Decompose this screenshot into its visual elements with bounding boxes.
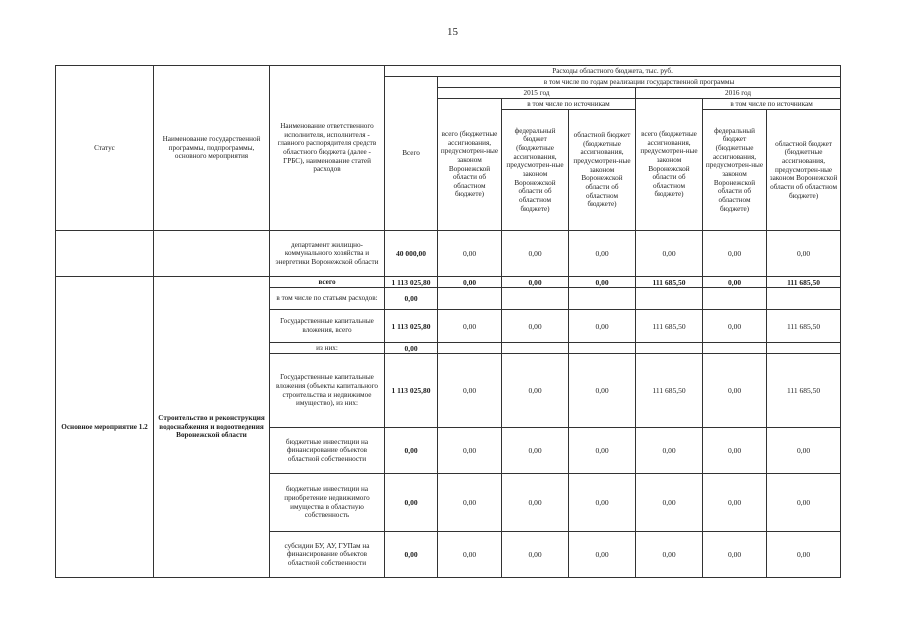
header-2016-regional: областной бюджет (бюджетные ассигнования, предусмотрен-ные законом Воронежской области об областном бюджете) — [767, 110, 841, 231]
cell-2015-federal: 0,00 — [502, 354, 569, 428]
cell-2016-federal: 0,00 — [703, 354, 767, 428]
row-label: субсидии БУ, АУ, ГУПам на финансирование объектов областной собственности — [270, 532, 385, 578]
cell-2016-all: 0,00 — [636, 428, 703, 474]
row-label: Государственные капитальные вложения (объекты капитального строительства и недвижимое имущество), из них: — [270, 354, 385, 428]
cell-2016-federal: 0,00 — [703, 231, 767, 277]
row-total: 0,00 — [385, 343, 438, 354]
row-total: 1 113 025,80 — [385, 310, 438, 343]
empty-cell — [636, 343, 703, 354]
cell-2016-all: 0,00 — [636, 532, 703, 578]
cell-2015-regional: 0,00 — [569, 231, 636, 277]
empty-cell — [502, 288, 569, 310]
header-2015-federal: федеральный бюджет (бюджетные ассигнования, предусмотрен-ные законом Воронежской области об областном бюджете) — [502, 110, 569, 231]
empty-cell — [767, 343, 841, 354]
header-total: Всего — [385, 77, 438, 231]
header-2016-federal: федеральный бюджет (бюджетные ассигнования, предусмотрен-ные законом Воронежской области об областном бюджете) — [703, 110, 767, 231]
header-year-2015: 2015 год — [438, 88, 636, 99]
header-2015-regional: областной бюджет (бюджетные ассигнования, предусмотрен-ные законом Воронежской области об областном бюджете) — [569, 110, 636, 231]
cell-2015-regional: 0,00 — [569, 532, 636, 578]
cell-2015-all: 0,00 — [438, 428, 502, 474]
row-total: 40 000,00 — [385, 231, 438, 277]
table-row — [56, 231, 841, 277]
cell-2016-all: 0,00 — [636, 474, 703, 532]
header-program-name: Наименование государственной программы, подпрограммы, основного мероприятия — [154, 66, 270, 231]
empty-cell — [703, 343, 767, 354]
page-number: 15 — [447, 26, 458, 38]
measure-name: Строительство и реконструкция водоснабжения и водоотведения Воронежской области — [154, 277, 270, 578]
empty-cell — [703, 288, 767, 310]
empty-cell — [154, 231, 270, 277]
row-label: бюджетные инвестиции на приобретение недвижимого имущества в областную собственность — [270, 474, 385, 532]
row-total: 0,00 — [385, 428, 438, 474]
cell-2016-regional: 111 685,50 — [767, 354, 841, 428]
cell-2016-regional: 111 685,50 — [767, 277, 841, 288]
cell-2015-all: 0,00 — [438, 310, 502, 343]
cell-2015-federal: 0,00 — [502, 277, 569, 288]
budget-expenses-table — [55, 65, 841, 578]
header-status: Статус — [56, 66, 154, 231]
cell-2016-regional: 0,00 — [767, 532, 841, 578]
header-year-2016: 2016 год — [636, 88, 841, 99]
header-2015-all: всего (бюджетные ассигнования, предусмотрен-ные законом Воронежской области об областном бюджете) — [438, 99, 502, 231]
measure-status: Основное мероприятие 1.2 — [56, 277, 154, 578]
cell-2016-regional: 0,00 — [767, 428, 841, 474]
header-row-1 — [56, 66, 841, 77]
cell-2016-regional: 0,00 — [767, 231, 841, 277]
header-by-years: в том числе по годам реализации государственной программы — [438, 77, 841, 88]
cell-2015-all: 0,00 — [438, 474, 502, 532]
cell-2015-federal: 0,00 — [502, 532, 569, 578]
cell-2015-regional: 0,00 — [569, 354, 636, 428]
cell-2015-federal: 0,00 — [502, 231, 569, 277]
cell-2015-all: 0,00 — [438, 354, 502, 428]
table-row — [56, 277, 841, 288]
empty-cell — [569, 343, 636, 354]
row-label: из них: — [270, 343, 385, 354]
cell-2016-all: 111 685,50 — [636, 354, 703, 428]
empty-cell — [56, 231, 154, 277]
cell-2015-regional: 0,00 — [569, 428, 636, 474]
row-label: Государственные капитальные вложения, всего — [270, 310, 385, 343]
cell-2015-all: 0,00 — [438, 277, 502, 288]
cell-2016-federal: 0,00 — [703, 428, 767, 474]
row-label: в том числе по статьям расходов: — [270, 288, 385, 310]
cell-2015-regional: 0,00 — [569, 310, 636, 343]
row-total: 0,00 — [385, 532, 438, 578]
cell-2016-federal: 0,00 — [703, 310, 767, 343]
row-label: бюджетные инвестиции на финансирование объектов областной собственности — [270, 428, 385, 474]
empty-cell — [767, 288, 841, 310]
header-2016-by-sources: в том числе по источникам — [703, 99, 841, 110]
empty-cell — [438, 343, 502, 354]
cell-2016-federal: 0,00 — [703, 277, 767, 288]
header-executor-name: Наименование ответственного исполнителя, исполнителя - главного распорядителя средств областного бюджета (далее - ГРБС), наименование статей расходов — [270, 66, 385, 231]
cell-2016-all: 111 685,50 — [636, 277, 703, 288]
cell-2016-regional: 111 685,50 — [767, 310, 841, 343]
row-total: 1 113 025,80 — [385, 354, 438, 428]
header-2015-by-sources: в том числе по источникам — [502, 99, 636, 110]
cell-2015-all: 0,00 — [438, 532, 502, 578]
cell-2016-all: 0,00 — [636, 231, 703, 277]
cell-2015-federal: 0,00 — [502, 428, 569, 474]
cell-2016-federal: 0,00 — [703, 474, 767, 532]
row-label: всего — [270, 277, 385, 288]
header-expenses-title: Расходы областного бюджета, тыс. руб. — [385, 66, 841, 77]
cell-2016-regional: 0,00 — [767, 474, 841, 532]
cell-2015-regional: 0,00 — [569, 277, 636, 288]
empty-cell — [438, 288, 502, 310]
cell-2015-federal: 0,00 — [502, 474, 569, 532]
row-label: департамент жилищно-коммунального хозяйства и энергетики Воронежской области — [270, 231, 385, 277]
cell-2016-federal: 0,00 — [703, 532, 767, 578]
cell-2015-all: 0,00 — [438, 231, 502, 277]
row-total: 0,00 — [385, 474, 438, 532]
row-total: 0,00 — [385, 288, 438, 310]
header-2016-all: всего (бюджетные ассигнования, предусмотрен-ные законом Воронежской области об областном бюджете) — [636, 99, 703, 231]
cell-2015-regional: 0,00 — [569, 474, 636, 532]
row-total: 1 113 025,80 — [385, 277, 438, 288]
cell-2016-all: 111 685,50 — [636, 310, 703, 343]
empty-cell — [502, 343, 569, 354]
empty-cell — [636, 288, 703, 310]
empty-cell — [569, 288, 636, 310]
cell-2015-federal: 0,00 — [502, 310, 569, 343]
